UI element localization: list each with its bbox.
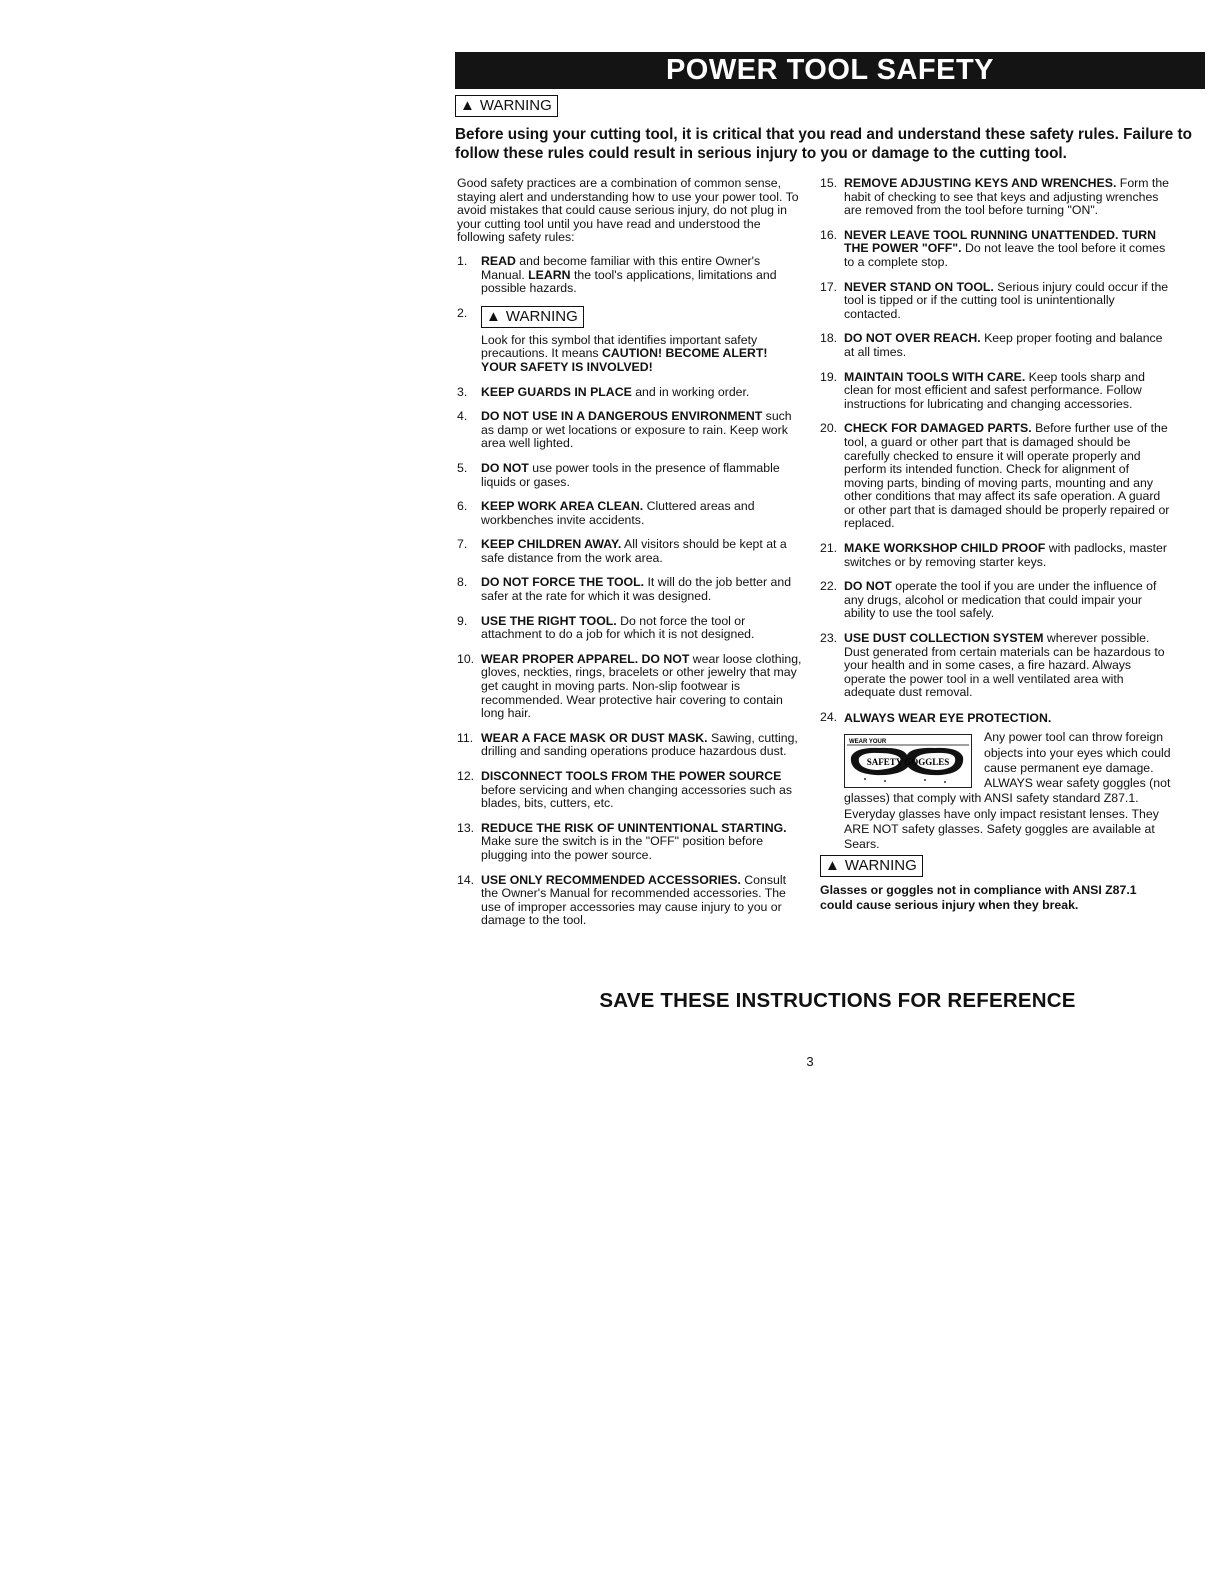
rule-bold: DO NOT USE IN A DANGEROUS ENVIRONMENT bbox=[481, 409, 763, 424]
rule-text: Do not leave the tool before it comes to a complete stop. bbox=[844, 241, 1166, 269]
rule-8 bbox=[457, 576, 802, 603]
rule-bold: KEEP GUARDS IN PLACE bbox=[481, 384, 632, 399]
rule-text: Make sure the switch is in the "OFF" position before plugging into the power source. bbox=[481, 834, 764, 862]
rule-22 bbox=[820, 580, 1172, 621]
warning-label: WARNING bbox=[505, 307, 578, 325]
rule-text: Form the habit of checking to see that keys and adjusting wrenches are removed from the tool before turning "ON". bbox=[844, 176, 1170, 218]
rule-15 bbox=[820, 177, 1172, 218]
page-title: POWER TOOL SAFETY bbox=[665, 54, 995, 86]
rule-number: 8. bbox=[457, 575, 468, 590]
rule-number: 21. bbox=[820, 541, 838, 556]
intro-bold-text: Before using your cutting tool, it is critical that you read and understand these safety rules. Failure to follow these rules could result in serious injury to you or damage to the cutting tool. bbox=[455, 126, 1192, 162]
rule-body bbox=[481, 822, 802, 863]
rule-text: operate the tool if you are under the influence of any drugs, alcohol or medication that could impair your ability to use the tool safely. bbox=[844, 579, 1157, 621]
rule-text: such as damp or wet locations or exposure to rain. Keep work area well lighted. bbox=[481, 409, 792, 451]
rule-bold: USE ONLY RECOMMENDED ACCESSORIES. bbox=[481, 872, 741, 887]
rule-body bbox=[481, 500, 802, 527]
rule-9 bbox=[457, 615, 802, 642]
rule-number: 2. bbox=[457, 305, 468, 320]
warning-triangle-icon: ▲ bbox=[825, 856, 840, 874]
rule-bold: WEAR A FACE MASK OR DUST MASK. bbox=[481, 730, 708, 745]
rule-body bbox=[481, 255, 802, 296]
rule-body bbox=[481, 732, 802, 759]
rule-bold: MAKE WORKSHOP CHILD PROOF bbox=[844, 541, 1046, 556]
rule-number: 7. bbox=[457, 537, 468, 552]
rule-number: 3. bbox=[457, 384, 468, 399]
rule-number: 23. bbox=[820, 631, 838, 646]
rule-bold: DO NOT FORCE THE TOOL. bbox=[481, 575, 645, 590]
left-column bbox=[457, 177, 802, 939]
bottom-warning bbox=[820, 855, 1172, 877]
rule-text: Serious injury could occur if the tool is tipped or if the cutting tool is unintentionally contacted. bbox=[844, 279, 1169, 321]
rule-19 bbox=[820, 371, 1172, 412]
rule-text: before servicing and when changing accessories such as blades, bits, cutters, etc. bbox=[481, 782, 793, 811]
rule-number: 10. bbox=[457, 651, 475, 666]
rule-6 bbox=[457, 500, 802, 527]
rule-14 bbox=[457, 874, 802, 928]
goggles-icon bbox=[845, 735, 971, 787]
rule-text: It will do the job better and safer at the rate for which it was designed. bbox=[481, 575, 792, 604]
rule-number: 1. bbox=[457, 253, 468, 268]
rule-number: 11. bbox=[457, 730, 474, 745]
rule-bold: MAINTAIN TOOLS WITH CARE. bbox=[844, 369, 1026, 384]
rule-23 bbox=[820, 632, 1172, 700]
goggle-top-label: WEAR YOUR bbox=[849, 739, 887, 746]
rule-4 bbox=[457, 410, 802, 451]
rule-bold: NEVER LEAVE TOOL RUNNING UNATTENDED. TURN THE POWER "OFF". bbox=[844, 227, 1156, 256]
rule-24 bbox=[820, 711, 1172, 726]
warning-triangle-icon: ▲ bbox=[486, 307, 501, 325]
title-banner bbox=[455, 52, 1205, 89]
rule-13 bbox=[457, 822, 802, 863]
rule-text: Do not force the tool or attachment to do a job for which it is not designed. bbox=[481, 613, 755, 642]
safety-goggles-image bbox=[844, 734, 972, 788]
rule-bold: LEARN bbox=[528, 267, 571, 282]
rule-text: Cluttered areas and workbenches invite accidents. bbox=[481, 499, 755, 527]
rule-bold: DO NOT bbox=[844, 579, 892, 594]
rule-number: 18. bbox=[820, 331, 838, 346]
rule-bold: USE DUST COLLECTION SYSTEM bbox=[844, 631, 1044, 646]
rule-18 bbox=[820, 332, 1172, 359]
rule-body bbox=[481, 615, 802, 642]
rule-body bbox=[844, 229, 1172, 270]
rule-11 bbox=[457, 732, 802, 759]
rule-body bbox=[481, 770, 802, 811]
rule-16 bbox=[820, 229, 1172, 270]
rule-text: Consult the Owner's Manual for recommended accessories. The use of improper accessories may cause injury to you or damage to the tool. bbox=[481, 872, 786, 928]
rule-body bbox=[844, 177, 1172, 218]
rule-text: Sawing, cutting, drilling and sanding operations produce hazardous dust. bbox=[481, 730, 798, 759]
warning-label: WARNING bbox=[844, 856, 917, 874]
rule-number: 24. bbox=[820, 710, 838, 724]
rule-7 bbox=[457, 538, 802, 565]
rule-text: Any power tool can throw foreign objects into your eyes which could cause permanent eye damage. ALWAYS wear safety goggles (not glasses) that comply with ANSI safety standard Z87.1. Everyday glasses have only impact resistant lenses. They ARE NOT safety glasses. Safety goggles are available at Sears. bbox=[844, 730, 1171, 852]
save-instructions: SAVE THESE INSTRUCTIONS FOR REFERENCE bbox=[599, 989, 1076, 1012]
rule-bold: CHECK FOR DAMAGED PARTS. bbox=[844, 421, 1032, 436]
rule-text: All visitors should be kept at a safe distance from the work area. bbox=[481, 537, 787, 565]
rule-text: use power tools in the presence of flammable liquids or gases. bbox=[481, 460, 780, 489]
bottom-warning-text: Glasses or goggles not in compliance with ANSI Z87.1 could cause serious injury when they break. bbox=[820, 882, 1137, 913]
rule-number: 20. bbox=[820, 421, 838, 436]
rule-text: Keep tools sharp and clean for most efficient and safest performance. Follow instructions for lubricating and changing accessories. bbox=[844, 369, 1145, 411]
rule-number: 4. bbox=[457, 409, 468, 424]
rule-body bbox=[481, 653, 802, 721]
rule-bold: WEAR PROPER APPAREL. DO NOT bbox=[481, 651, 690, 666]
rule-2 bbox=[457, 307, 802, 375]
rule-5 bbox=[457, 462, 802, 489]
rule-bold: USE THE RIGHT TOOL. bbox=[481, 613, 617, 628]
rule-bold: REDUCE THE RISK OF UNINTENTIONAL STARTING. bbox=[481, 820, 787, 835]
rule-body bbox=[844, 371, 1172, 412]
warning-box bbox=[820, 855, 923, 877]
rule-body bbox=[481, 576, 802, 603]
rule-text: Before further use of the tool, a guard or other part that is damaged should be carefully checked to ensure it will operate properly and perform its intended function. Check for alignment of moving parts, binding of moving parts, mounting and any other conditions that may affect its safe operation. A guard or other part that is damaged should be properly repaired or replaced. bbox=[844, 421, 1170, 531]
rule-body bbox=[481, 307, 802, 375]
rule-body bbox=[481, 410, 802, 451]
rule-number: 15. bbox=[820, 176, 838, 190]
rule-body bbox=[844, 542, 1172, 569]
rule-number: 16. bbox=[820, 227, 838, 242]
rule-text: Look for this symbol that identifies important safety precautions. It means bbox=[481, 332, 758, 361]
rule-body bbox=[844, 332, 1172, 359]
rule-10 bbox=[457, 653, 802, 721]
rule-text: with padlocks, master switches or by removing starter keys. bbox=[844, 541, 1167, 569]
rule-bold: ALWAYS WEAR EYE PROTECTION. bbox=[844, 711, 1052, 725]
rule-3 bbox=[457, 386, 802, 400]
rule-bold: KEEP CHILDREN AWAY. bbox=[481, 537, 622, 552]
rule-body bbox=[844, 580, 1172, 621]
rule-text: Keep proper footing and balance at all times. bbox=[844, 331, 1163, 359]
rule-17 bbox=[820, 281, 1172, 322]
rule-number: 13. bbox=[457, 820, 475, 835]
rule-bold: KEEP WORK AREA CLEAN. bbox=[481, 499, 644, 514]
rule-number: 14. bbox=[457, 872, 475, 887]
rule-bold: REMOVE ADJUSTING KEYS AND WRENCHES. bbox=[844, 176, 1117, 190]
rule-12 bbox=[457, 770, 802, 811]
rule-bold: DO NOT OVER REACH. bbox=[844, 331, 981, 346]
rule-body bbox=[844, 422, 1172, 531]
rule-body bbox=[481, 386, 802, 400]
rule-text: the tool's applications, limitations and possible hazards. bbox=[481, 267, 777, 296]
right-column bbox=[820, 177, 1172, 914]
goggle-lens-text: SAFETY GOGGLES bbox=[866, 757, 950, 768]
rule-number: 9. bbox=[457, 613, 468, 628]
rule-text: wear loose clothing, gloves, neckties, rings, bracelets or other jewelry that may get caught in moving parts. Non-slip footwear is recommended. Wear protective hair covering to contain long hair. bbox=[481, 651, 802, 721]
rule-number: 17. bbox=[820, 279, 838, 294]
rule-20 bbox=[820, 422, 1172, 531]
rule-body bbox=[844, 281, 1172, 322]
rule-body bbox=[844, 711, 1172, 726]
rule-bold: CAUTION! BECOME ALERT! YOUR SAFETY IS INVOLVED! bbox=[481, 346, 768, 374]
rule-bold: DISCONNECT TOOLS FROM THE POWER SOURCE bbox=[481, 769, 782, 783]
intro-text: Good safety practices are a combination of common sense, staying alert and understanding how to use your power tool. To avoid mistakes that could cause serious injury, do not plug in your cutting tool until you have read and understood the following safety rules: bbox=[457, 176, 799, 245]
warning-label: WARNING bbox=[479, 97, 552, 114]
rule-body bbox=[844, 632, 1172, 700]
rule-number: 12. bbox=[457, 769, 475, 783]
rule-bold: READ bbox=[481, 253, 516, 268]
rule-number: 19. bbox=[820, 369, 838, 384]
page-number: 3 bbox=[806, 1054, 814, 1069]
rule-text: and in working order. bbox=[631, 384, 750, 399]
warning-triangle-icon: ▲ bbox=[460, 97, 475, 114]
rule-text: and become familiar with this entire Owner's Manual. bbox=[481, 253, 761, 282]
rule-number: 22. bbox=[820, 579, 838, 594]
rule-bold: NEVER STAND ON TOOL. bbox=[844, 279, 994, 294]
rule-text: wherever possible. Dust generated from certain materials can be hazardous to your health and in some cases, a fire hazard. Always operate the power tool in a well ventilated area with adequate dust removal. bbox=[844, 631, 1165, 700]
rule-1 bbox=[457, 255, 802, 296]
eye-protection-block bbox=[844, 730, 1172, 852]
rule-bold: DO NOT bbox=[481, 460, 529, 475]
rule-body bbox=[481, 538, 802, 565]
rule-number: 6. bbox=[457, 499, 468, 514]
rule-body bbox=[481, 874, 802, 928]
rule-21 bbox=[820, 542, 1172, 569]
rule-body bbox=[481, 462, 802, 489]
warning-box bbox=[455, 95, 558, 117]
rule-number: 5. bbox=[457, 460, 468, 475]
top-warning bbox=[455, 95, 558, 117]
warning-box bbox=[481, 306, 584, 328]
